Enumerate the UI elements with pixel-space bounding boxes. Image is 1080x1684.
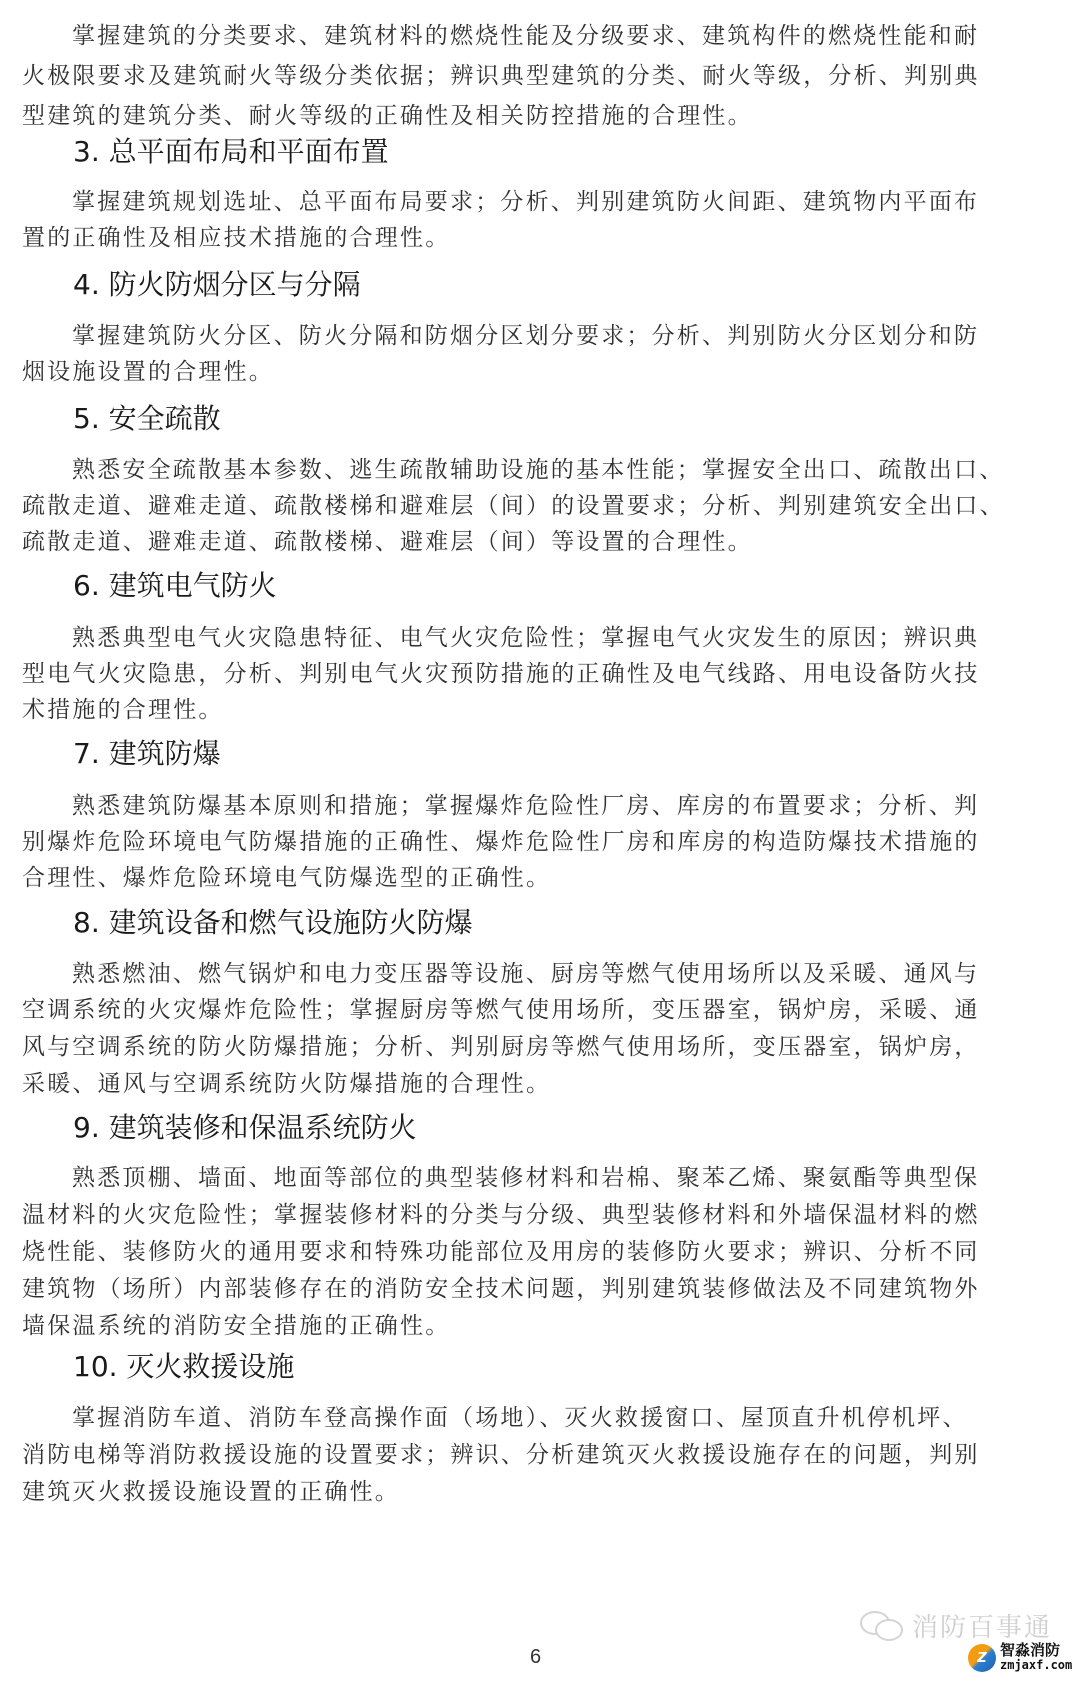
section-9-line-4: 建筑物（场所）内部装修存在的消防安全技术问题，判别建筑装修做法及不同建筑物外	[22, 1276, 980, 1302]
section-10-heading: 10. 灭火救援设施	[73, 1350, 295, 1383]
page-number: 6	[530, 1646, 542, 1668]
section-9-line-5: 墙保温系统的消防安全措施的正确性。	[22, 1313, 451, 1339]
section-8-line-1: 熟悉燃油、燃气锅炉和电力变压器等设施、厨房等燃气使用场所以及采暖、通风与	[72, 961, 980, 987]
section-8-heading: 8. 建筑设备和燃气设施防火防爆	[73, 906, 473, 939]
section-5-line-3: 疏散走道、避难走道、疏散楼梯、避难层（间）等设置的合理性。	[22, 529, 753, 555]
section-3-heading: 3. 总平面布局和平面布置	[73, 135, 389, 168]
section-9-line-2: 温材料的火灾危险性；掌握装修材料的分类与分级、典型装修材料和外墙保温材料的燃	[22, 1202, 980, 1228]
section-6-line-3: 术措施的合理性。	[22, 697, 224, 723]
section-9-line-3: 烧性能、装修防火的通用要求和特殊功能部位及用房的装修防火要求；辨识、分析不同	[22, 1239, 980, 1265]
intro-line-2: 火极限要求及建筑耐火等级分类依据；辨识典型建筑的分类、耐火等级，分析、判别典	[22, 63, 980, 89]
section-9-line-1: 熟悉顶棚、墙面、地面等部位的典型装修材料和岩棉、聚苯乙烯、聚氨酯等典型保	[72, 1165, 980, 1191]
section-6-line-2: 型电气火灾隐患，分析、判别电气火灾预防措施的正确性及电气线路、用电设备防火技	[22, 661, 980, 687]
section-4-heading: 4. 防火防烟分区与分隔	[73, 268, 361, 301]
section-8-line-3: 风与空调系统的防火防爆措施；分析、判别厨房等燃气使用场所，变压器室，锅炉房，	[22, 1034, 980, 1060]
section-10-line-3: 建筑灭火救援设施设置的正确性。	[22, 1479, 400, 1505]
section-6-heading: 6. 建筑电气防火	[73, 569, 277, 602]
section-5-line-1: 熟悉安全疏散基本参数、逃生疏散辅助设施的基本性能；掌握安全出口、疏散出口、	[72, 457, 1005, 483]
section-6-line-1: 熟悉典型电气火灾隐患特征、电气火灾危险性；掌握电气火灾发生的原因；辨识典	[72, 625, 980, 651]
logo-badge-icon: Z	[968, 1644, 996, 1672]
section-5-line-2: 疏散走道、避难走道、疏散楼梯和避难层（间）的设置要求；分析、判别建筑安全出口、	[22, 493, 1005, 519]
section-7-line-3: 合理性、爆炸危险环境电气防爆选型的正确性。	[22, 865, 552, 891]
section-7-line-2: 别爆炸危险环境电气防爆措施的正确性、爆炸危险性厂房和库房的构造防爆技术措施的	[22, 829, 980, 855]
site-logo	[968, 1643, 1072, 1673]
section-8-line-2: 空调系统的火灾爆炸危险性；掌握厨房等燃气使用场所，变压器室，锅炉房，采暖、通	[22, 997, 980, 1023]
logo-url: zmjaxf.com	[1000, 1658, 1073, 1672]
section-3-line-1: 掌握建筑规划选址、总平面布局要求；分析、判别建筑防火间距、建筑物内平面布	[72, 189, 980, 215]
intro-line-3: 型建筑的建筑分类、耐火等级的正确性及相关防控措施的合理性。	[22, 103, 753, 129]
logo-name: 智淼消防	[1000, 1641, 1061, 1659]
section-4-line-2: 烟设施设置的合理性。	[22, 359, 274, 385]
section-8-line-4: 采暖、通风与空调系统防火防爆措施的合理性。	[22, 1071, 552, 1097]
section-9-heading: 9. 建筑装修和保温系统防火	[73, 1111, 417, 1144]
section-5-heading: 5. 安全疏散	[73, 402, 221, 435]
watermark-text: 消防百事通	[912, 1613, 1053, 1643]
section-4-line-1: 掌握建筑防火分区、防火分隔和防烟分区划分要求；分析、判别防火分区划分和防	[72, 323, 980, 349]
watermark	[860, 1607, 1052, 1644]
intro-line-1: 掌握建筑的分类要求、建筑材料的燃烧性能及分级要求、建筑构件的燃烧性能和耐	[72, 23, 980, 49]
section-7-line-1: 熟悉建筑防爆基本原则和措施；掌握爆炸危险性厂房、库房的布置要求；分析、判	[72, 793, 980, 819]
section-3-line-2: 置的正确性及相应技术措施的合理性。	[22, 225, 451, 251]
section-10-line-1: 掌握消防车道、消防车登高操作面（场地）、灭火救援窗口、屋顶直升机停机坪、	[72, 1405, 968, 1431]
section-10-line-2: 消防电梯等消防救援设施的设置要求；辨识、分析建筑灭火救援设施存在的问题，判别	[22, 1442, 980, 1468]
wechat-icon	[860, 1611, 904, 1641]
section-7-heading: 7. 建筑防爆	[73, 737, 221, 770]
